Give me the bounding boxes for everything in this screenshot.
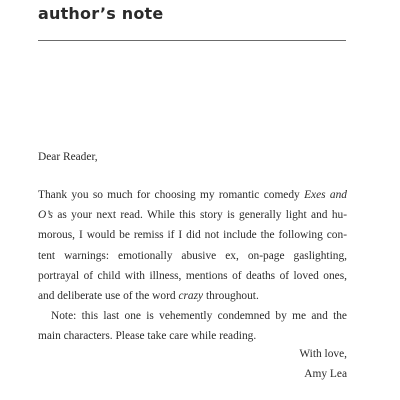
book-title-italic: O’s xyxy=(38,209,53,222)
text-run: as your next read. While this story is generally light and hu- xyxy=(52,209,347,222)
paragraph-note xyxy=(38,306,347,346)
text-run: Thank you so much for choosing my romantic comedy xyxy=(38,189,305,201)
text-line xyxy=(38,286,347,306)
paragraph-content-warnings xyxy=(38,185,347,306)
letter-body xyxy=(38,185,347,347)
signoff: With love, xyxy=(299,348,347,360)
text-run: and deliberate use of the word xyxy=(38,290,179,303)
title-divider xyxy=(38,40,346,41)
book-title-italic: Exes and xyxy=(304,189,347,201)
text-run: throughout. xyxy=(203,290,259,303)
emphasized-word: crazy xyxy=(178,290,204,303)
letter-closing xyxy=(299,344,347,384)
page-title: author’s note xyxy=(38,4,164,23)
letter-salutation: Dear Reader, xyxy=(38,151,98,163)
text-line: Note: this last one is vehemently condemned by me and the xyxy=(51,310,347,323)
text-line: morous, I would be remiss if I did not include the following con- xyxy=(38,229,347,242)
author-signature: Amy Lea xyxy=(304,368,347,380)
text-line: portrayal of child with illness, mentions of deaths of loved ones, xyxy=(38,269,347,282)
text-line xyxy=(38,185,347,205)
text-line: tent warnings: emotionally abusive ex, on-page gaslighting, xyxy=(38,249,347,262)
text-line: main characters. Please take care while reading. xyxy=(38,330,257,343)
text-line xyxy=(38,205,347,225)
